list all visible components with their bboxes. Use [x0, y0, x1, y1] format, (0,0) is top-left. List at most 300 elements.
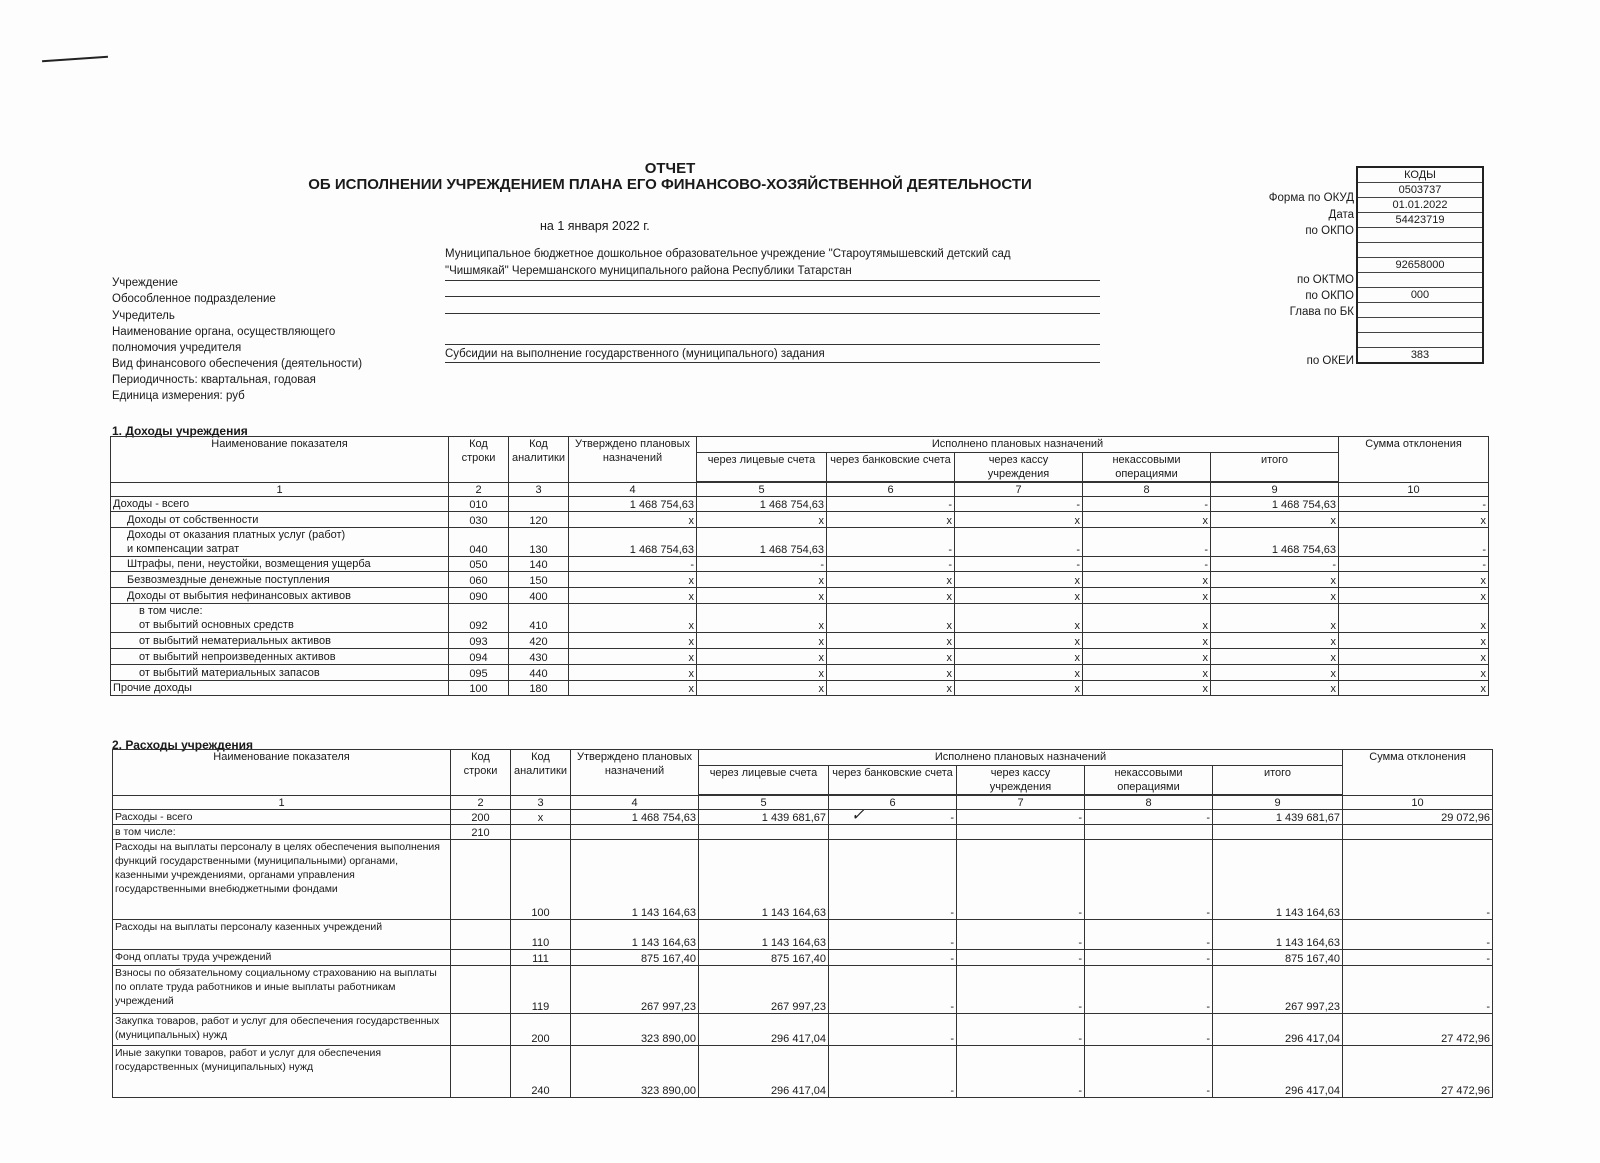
- row-value-c9: x: [1211, 681, 1339, 696]
- row-name-text: Взносы по обязательному социальному страхованию на выплаты по оплате труда работников и иные выплаты работникам учреждений: [115, 967, 437, 1007]
- column-number: 4: [571, 796, 699, 810]
- column-number: 2: [449, 483, 509, 497]
- label-okpo: по ОКПО: [1305, 225, 1354, 237]
- row-name-text: Доходы от оказания платных услуг (работ): [127, 529, 346, 541]
- code-okud: 0503737: [1357, 183, 1483, 198]
- row-value-c10: x: [1339, 649, 1489, 665]
- row-value-c6: [829, 825, 957, 840]
- row-name-text: в том числе:: [115, 826, 176, 838]
- column-number: 6: [827, 483, 955, 497]
- row-value-c8: x: [1083, 572, 1211, 588]
- row-value-c10: x: [1339, 633, 1489, 649]
- row-name: [113, 950, 451, 966]
- row-value-c6: x: [827, 512, 955, 528]
- column-number: 10: [1343, 796, 1493, 810]
- row-value-c10: -: [1343, 966, 1493, 1014]
- hdr2-noncash: некассовыми операциями: [1085, 766, 1213, 795]
- row-value-c9: 1 468 754,63: [1211, 497, 1339, 512]
- row-code: 200: [451, 810, 511, 825]
- row-value-c4: 1 468 754,63: [569, 528, 697, 557]
- column-number: 4: [569, 483, 697, 497]
- row-code: 095: [449, 665, 509, 681]
- row-value-c5: [699, 825, 829, 840]
- row-name-text: Расходы на выплаты персоналу в целях обеспечения выполнения функций государственными (муниципальными) органами, казенными учреждениями, органами управления государственными внебюджетными фондами: [115, 841, 440, 895]
- row-analytics: x: [511, 810, 571, 825]
- row-value-c8: -: [1085, 920, 1213, 950]
- hdr2-executed: Исполнено плановых назначений: [699, 750, 1343, 766]
- row-analytics: 410: [509, 604, 569, 633]
- row-value-c4: 1 468 754,63: [569, 497, 697, 512]
- hdr-code-anal: Код аналитики: [509, 437, 569, 483]
- column-number: 7: [957, 796, 1085, 810]
- row-value-c9: x: [1211, 649, 1339, 665]
- hdr2-deviation: Сумма отклонения: [1343, 750, 1493, 796]
- underline-authority: [445, 344, 1100, 345]
- label-subdivision: Обособленное подразделение: [112, 293, 276, 305]
- row-analytics: 150: [509, 572, 569, 588]
- row-value-c9: 296 417,04: [1213, 1014, 1343, 1046]
- column-number: 6: [829, 796, 957, 810]
- row-value-c6: -: [829, 1046, 957, 1098]
- row-value-c7: -: [957, 840, 1085, 920]
- pen-mark: [42, 56, 108, 63]
- row-value-c8: -: [1085, 1014, 1213, 1046]
- row-value-c6: x: [827, 604, 955, 633]
- table-row: [111, 572, 1489, 588]
- row-analytics: [511, 825, 571, 840]
- row-name-text: Расходы на выплаты персоналу казенных учреждений: [115, 921, 383, 933]
- row-value-c6: -: [827, 497, 955, 512]
- row-code: 090: [449, 588, 509, 604]
- row-value-c10: -: [1343, 950, 1493, 966]
- row-value-c9: x: [1211, 665, 1339, 681]
- row-name-text: от выбытий нематериальных активов: [139, 635, 331, 647]
- row-value-c10: [1343, 825, 1493, 840]
- row-value-c4: x: [569, 588, 697, 604]
- hdr-name: Наименование показателя: [111, 437, 449, 483]
- hdr2-name: Наименование показателя: [113, 750, 451, 796]
- row-value-c5: 296 417,04: [699, 1046, 829, 1098]
- row-code: [451, 966, 511, 1014]
- row-value-c9: [1213, 825, 1343, 840]
- row-value-c4: -: [569, 557, 697, 572]
- row-code: 030: [449, 512, 509, 528]
- underline-finance: [445, 362, 1100, 363]
- row-code: 060: [449, 572, 509, 588]
- hdr-via-bank: через банковские счета: [827, 453, 955, 482]
- table-row: [111, 633, 1489, 649]
- report-subtitle: ОБ ИСПОЛНЕНИИ УЧРЕЖДЕНИЕМ ПЛАНА ЕГО ФИНАНСОВО-ХОЗЯЙСТВЕННОЙ ДЕЯТЕЛЬНОСТИ: [308, 176, 1032, 193]
- row-value-c7: -: [957, 950, 1085, 966]
- column-number: 1: [113, 796, 451, 810]
- column-number: 8: [1085, 796, 1213, 810]
- table-row: [113, 825, 1493, 840]
- row-name: [111, 604, 449, 633]
- row-value-c7: x: [955, 649, 1083, 665]
- row-value-c5: 267 997,23: [699, 966, 829, 1014]
- row-name-text: от выбытий материальных запасов: [139, 667, 320, 679]
- code-glava: 000: [1357, 288, 1483, 303]
- row-code: 040: [449, 528, 509, 557]
- row-name-text: в том числе:: [139, 605, 203, 617]
- row-value-c4: 1 143 164,63: [571, 840, 699, 920]
- table-row: [113, 840, 1493, 920]
- row-value-c5: x: [697, 588, 827, 604]
- row-value-c8: x: [1083, 633, 1211, 649]
- row-value-c9: x: [1211, 572, 1339, 588]
- row-name: [111, 588, 449, 604]
- row-value-c7: -: [957, 810, 1085, 825]
- code-date: 01.01.2022: [1357, 198, 1483, 213]
- row-value-c4: x: [569, 572, 697, 588]
- row-value-c4: x: [569, 512, 697, 528]
- row-code: 010: [449, 497, 509, 512]
- row-value-c6: x: [827, 665, 955, 681]
- underline-institution: [445, 280, 1100, 281]
- report-title: ОТЧЕТ: [644, 160, 696, 177]
- row-name: [111, 681, 449, 696]
- row-name-text: Доходы от выбытия нефинансовых активов: [127, 590, 351, 602]
- section1-title: 1. Доходы учреждения: [112, 424, 248, 438]
- row-value-c5: 875 167,40: [699, 950, 829, 966]
- row-name-text: Иные закупки товаров, работ и услуг для обеспечения государственных (муниципальных) нужд: [115, 1047, 382, 1073]
- table-row: [113, 920, 1493, 950]
- row-value-c9: 1 468 754,63: [1211, 528, 1339, 557]
- underline-subdivision: [445, 296, 1100, 297]
- row-value-c7: -: [955, 528, 1083, 557]
- row-value-c4: x: [569, 604, 697, 633]
- row-name-text: Прочие доходы: [113, 682, 192, 694]
- hdr-noncash: некассовыми операциями: [1083, 453, 1211, 482]
- column-number: 3: [509, 483, 569, 497]
- row-value-c7: x: [955, 588, 1083, 604]
- row-value-c7: -: [957, 1046, 1085, 1098]
- row-name: [111, 497, 449, 512]
- report-date: на 1 января 2022 г.: [540, 219, 650, 233]
- row-code: 092: [449, 604, 509, 633]
- row-analytics: 200: [511, 1014, 571, 1046]
- row-value-c6: x: [827, 588, 955, 604]
- underline-founder: [445, 313, 1100, 314]
- row-analytics: 110: [511, 920, 571, 950]
- row-value-c5: x: [697, 681, 827, 696]
- row-value-c10: 27 472,96: [1343, 1046, 1493, 1098]
- label-okei: по ОКЕИ: [1306, 355, 1354, 367]
- row-name: [111, 649, 449, 665]
- row-name: [113, 840, 451, 920]
- column-number: 7: [955, 483, 1083, 497]
- row-value-c5: x: [697, 665, 827, 681]
- row-value-c9: 1 143 164,63: [1213, 840, 1343, 920]
- row-value-c8: x: [1083, 665, 1211, 681]
- row-analytics: 430: [509, 649, 569, 665]
- table-row: [111, 557, 1489, 572]
- column-number: 5: [699, 796, 829, 810]
- row-value-c5: -: [697, 557, 827, 572]
- row-value-c7: x: [955, 681, 1083, 696]
- row-value-c5: 296 417,04: [699, 1014, 829, 1046]
- row-value-c8: -: [1083, 497, 1211, 512]
- label-okud: Форма по ОКУД: [1268, 192, 1354, 204]
- row-analytics: 119: [511, 966, 571, 1014]
- row-value-c7: -: [955, 557, 1083, 572]
- row-value-c10: -: [1339, 528, 1489, 557]
- column-number: 3: [511, 796, 571, 810]
- table-row: [111, 588, 1489, 604]
- row-code: 100: [449, 681, 509, 696]
- label-glava: Глава по БК: [1289, 306, 1354, 318]
- label-date: Дата: [1328, 209, 1354, 221]
- org-name-line1: Муниципальное бюджетное дошкольное образовательное учреждение "Староутямышевский детский сад: [445, 248, 1011, 260]
- row-value-c4: 1 143 164,63: [571, 920, 699, 950]
- row-name: [111, 633, 449, 649]
- row-code: 093: [449, 633, 509, 649]
- table-row: [111, 604, 1489, 633]
- row-value-c6: -: [829, 1014, 957, 1046]
- row-value-c5: x: [697, 572, 827, 588]
- row-analytics: 100: [511, 840, 571, 920]
- row-name-text-2: от выбытий основных средств: [139, 619, 294, 631]
- hdr-approved: Утверждено плановых назначений: [569, 437, 697, 483]
- row-name: [111, 572, 449, 588]
- row-value-c8: -: [1085, 950, 1213, 966]
- label-okpo2: по ОКПО: [1305, 290, 1354, 302]
- expense-table: [112, 749, 1493, 1098]
- row-name-text: Безвозмездные денежные поступления: [127, 574, 330, 586]
- row-analytics: 130: [509, 528, 569, 557]
- row-name: [111, 665, 449, 681]
- table-row: [111, 649, 1489, 665]
- row-name: [113, 1046, 451, 1098]
- row-value-c10: x: [1339, 572, 1489, 588]
- row-name-text: Доходы от собственности: [127, 514, 259, 526]
- row-name: [113, 920, 451, 950]
- row-value-c9: 1 143 164,63: [1213, 920, 1343, 950]
- hdr2-via-bank: через банковские счета: [829, 766, 957, 795]
- row-name-text: Фонд оплаты труда учреждений: [115, 951, 272, 963]
- table-row: [113, 810, 1493, 825]
- row-analytics: 240: [511, 1046, 571, 1098]
- row-value-c8: -: [1083, 528, 1211, 557]
- hdr-via-accounts: через лицевые счета: [697, 453, 827, 482]
- row-value-c8: -: [1085, 1046, 1213, 1098]
- row-code: [451, 950, 511, 966]
- table-row: [111, 665, 1489, 681]
- row-value-c6: -: [829, 840, 957, 920]
- hdr2-total: итого: [1213, 766, 1343, 795]
- row-value-c7: [957, 825, 1085, 840]
- row-analytics: 440: [509, 665, 569, 681]
- row-value-c9: x: [1211, 604, 1339, 633]
- row-value-c4: x: [569, 665, 697, 681]
- row-analytics: 400: [509, 588, 569, 604]
- row-value-c9: 296 417,04: [1213, 1046, 1343, 1098]
- row-value-c4: x: [569, 633, 697, 649]
- row-value-c9: 1 439 681,67: [1213, 810, 1343, 825]
- row-value-c8: -: [1085, 966, 1213, 1014]
- row-value-c8: -: [1083, 557, 1211, 572]
- row-analytics: 111: [511, 950, 571, 966]
- hdr-via-cash: через кассу учреждения: [955, 453, 1083, 482]
- row-value-c8: x: [1083, 681, 1211, 696]
- hdr2-via-accounts: через лицевые счета: [699, 766, 829, 795]
- row-value-c8: x: [1083, 512, 1211, 528]
- row-value-c5: x: [697, 633, 827, 649]
- row-value-c5: x: [697, 604, 827, 633]
- column-number: 9: [1211, 483, 1339, 497]
- row-value-c10: -: [1343, 840, 1493, 920]
- row-name: [111, 557, 449, 572]
- row-value-c7: x: [955, 604, 1083, 633]
- row-code: [451, 1046, 511, 1098]
- table-row: [113, 966, 1493, 1014]
- row-name: [113, 966, 451, 1014]
- row-value-c10: x: [1339, 604, 1489, 633]
- row-value-c4: 323 890,00: [571, 1046, 699, 1098]
- row-value-c10: -: [1339, 497, 1489, 512]
- row-value-c9: x: [1211, 512, 1339, 528]
- row-value-c6: -: [829, 966, 957, 1014]
- row-value-c4: 267 997,23: [571, 966, 699, 1014]
- row-value-c6: -: [827, 557, 955, 572]
- row-name: [113, 1014, 451, 1046]
- row-value-c5: x: [697, 512, 827, 528]
- row-value-c10: 29 072,96: [1343, 810, 1493, 825]
- row-name-text: Доходы - всего: [113, 498, 190, 510]
- row-name-text: от выбытий непроизведенных активов: [139, 651, 336, 663]
- row-value-c6: -: [829, 950, 957, 966]
- row-name: [113, 825, 451, 840]
- hdr2-code-row: Код строки: [451, 750, 511, 796]
- row-name: [113, 810, 451, 825]
- row-value-c10: x: [1339, 665, 1489, 681]
- row-value-c6: x: [827, 681, 955, 696]
- row-value-c5: 1 468 754,63: [697, 528, 827, 557]
- label-founder: Учредитель: [112, 310, 175, 322]
- row-value-c4: [571, 825, 699, 840]
- hdr-total: итого: [1211, 453, 1339, 482]
- row-value-c9: 267 997,23: [1213, 966, 1343, 1014]
- row-name-text-2: и компенсации затрат: [127, 543, 240, 555]
- column-number: 1: [111, 483, 449, 497]
- row-value-c10: x: [1339, 588, 1489, 604]
- code-okpo: 54423719: [1357, 213, 1483, 228]
- row-value-c9: x: [1211, 588, 1339, 604]
- hdr2-code-anal: Код аналитики: [511, 750, 571, 796]
- table-row: [111, 497, 1489, 512]
- row-value-c6: x: [827, 572, 955, 588]
- row-name: [111, 528, 449, 557]
- row-value-c5: x: [697, 649, 827, 665]
- table-row: [111, 512, 1489, 528]
- row-value-c8: -: [1085, 840, 1213, 920]
- row-code: [451, 840, 511, 920]
- label-authority-1: Наименование органа, осуществляющего: [112, 326, 336, 338]
- row-value-c7: -: [957, 966, 1085, 1014]
- hdr-code-row: Код строки: [449, 437, 509, 483]
- row-value-c9: -: [1211, 557, 1339, 572]
- row-value-c7: -: [955, 497, 1083, 512]
- row-analytics: [509, 497, 569, 512]
- row-value-c10: x: [1339, 681, 1489, 696]
- table-row: [111, 528, 1489, 557]
- label-finance: Вид финансового обеспечения (деятельности): [112, 358, 363, 370]
- row-value-c5: 1 468 754,63: [697, 497, 827, 512]
- row-value-c10: -: [1343, 920, 1493, 950]
- row-value-c6: -: [827, 528, 955, 557]
- org-name-line2: "Чишмякай" Черемшанского муниципального района Республики Татарстан: [445, 265, 852, 277]
- hdr-deviation: Сумма отклонения: [1339, 437, 1489, 483]
- column-number: 9: [1213, 796, 1343, 810]
- section2-title: 2. Расходы учреждения: [112, 738, 254, 752]
- label-unit: Единица измерения: руб: [112, 390, 245, 402]
- column-number: 8: [1083, 483, 1211, 497]
- row-value-c8: [1085, 825, 1213, 840]
- row-value-c6: -: [829, 810, 957, 825]
- column-number: 2: [451, 796, 511, 810]
- row-name-text: Штрафы, пени, неустойки, возмещения ущерба: [127, 558, 371, 570]
- hdr-executed: Исполнено плановых назначений: [697, 437, 1339, 453]
- row-code: [451, 1014, 511, 1046]
- row-value-c7: -: [957, 920, 1085, 950]
- row-value-c10: -: [1339, 557, 1489, 572]
- row-value-c9: x: [1211, 633, 1339, 649]
- row-analytics: 420: [509, 633, 569, 649]
- row-value-c7: x: [955, 633, 1083, 649]
- row-analytics: 180: [509, 681, 569, 696]
- row-code: 094: [449, 649, 509, 665]
- row-name: [111, 512, 449, 528]
- codes-table: [1356, 166, 1484, 364]
- column-number: 5: [697, 483, 827, 497]
- row-value-c4: 875 167,40: [571, 950, 699, 966]
- row-value-c8: x: [1083, 588, 1211, 604]
- row-code: 210: [451, 825, 511, 840]
- row-value-c5: 1 439 681,67: [699, 810, 829, 825]
- label-institution: Учреждение: [112, 277, 178, 289]
- row-analytics: 120: [509, 512, 569, 528]
- row-analytics: 140: [509, 557, 569, 572]
- handwritten-check-mark: ✓: [851, 807, 865, 824]
- label-oktmo: по ОКТМО: [1296, 274, 1354, 286]
- row-value-c6: -: [829, 920, 957, 950]
- table-row: [113, 1014, 1493, 1046]
- row-value-c5: 1 143 164,63: [699, 840, 829, 920]
- row-value-c9: 875 167,40: [1213, 950, 1343, 966]
- row-value-c6: x: [827, 649, 955, 665]
- row-name-text: Расходы - всего: [115, 811, 193, 823]
- row-value-c7: x: [955, 572, 1083, 588]
- row-name-text: Закупка товаров, работ и услуг для обеспечения государственных (муниципальных) нужд: [115, 1015, 440, 1041]
- row-value-c4: x: [569, 649, 697, 665]
- income-table: [110, 436, 1489, 696]
- column-number: 10: [1339, 483, 1489, 497]
- row-value-c7: x: [955, 665, 1083, 681]
- row-value-c4: x: [569, 681, 697, 696]
- code-okei: 383: [1357, 348, 1483, 364]
- row-value-c8: -: [1085, 810, 1213, 825]
- row-code: 050: [449, 557, 509, 572]
- table-row: [113, 950, 1493, 966]
- table-row: [111, 681, 1489, 696]
- codes-header: КОДЫ: [1357, 167, 1483, 183]
- row-value-c4: 323 890,00: [571, 1014, 699, 1046]
- row-value-c5: 1 143 164,63: [699, 920, 829, 950]
- row-value-c6: x: [827, 633, 955, 649]
- row-value-c4: 1 468 754,63: [571, 810, 699, 825]
- table-row: [113, 1046, 1493, 1098]
- row-value-c10: x: [1339, 512, 1489, 528]
